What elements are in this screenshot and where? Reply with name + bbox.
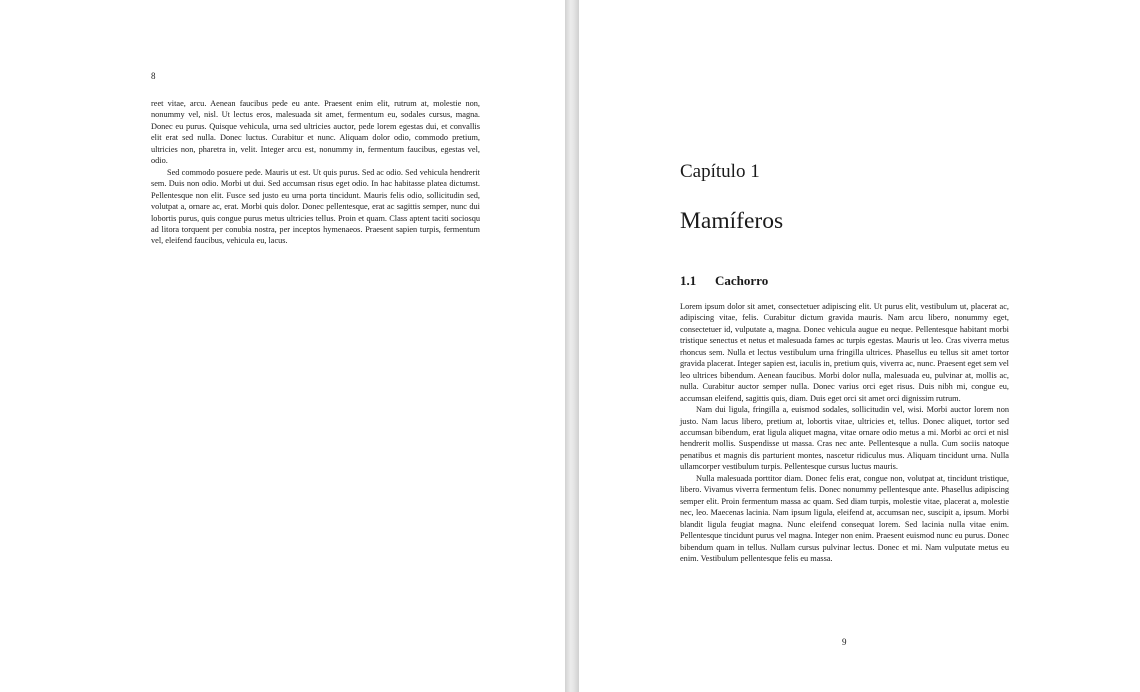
section-title: Cachorro [715,273,769,288]
section-heading [680,272,768,290]
right-page-number: 9 [842,637,847,647]
right-paragraph-1: Lorem ipsum dolor sit amet, consectetuer adipiscing elit. Ut purus elit, vestibulum ut, placerat ac, adipiscing vitae, felis. Curabitur dictum gravida mauris. Nam arcu libero, nonummy eget, consectetuer id, vulputate a, magna. Donec vehicula augue eu neque. Pellentesque habitant morbi tristique senectus et netus et malesuada fames ac turpis egestas. Mauris ut leo. Cras viverra metus rhoncus sem. Nulla et lectus vestibulum urna fringilla ultrices. Phasellus eu tellus sit amet tortor gravida placerat. Integer sapien est, iaculis in, pretium quis, viverra ac, nunc. Praesent eget sem vel leo ultrices bibendum. Aenean faucibus. Morbi dolor nulla, malesuada eu, pulvinar at, mollis ac, nulla. Curabitur auctor semper nulla. Donec varius orci eget risus. Duis nibh mi, congue eu, accumsan eleifend, sagittis quis, diam. Duis eget orci sit amet orci dignissim rutrum. [680,302,1009,403]
right-body-text [680,301,1009,564]
left-body-text [151,98,480,247]
section-number: 1.1 [680,273,697,288]
chapter-label: Capítulo 1 [680,161,760,182]
page-gutter [565,0,579,692]
left-page-number: 8 [151,71,156,81]
right-page [579,0,1140,692]
left-paragraph-1: reet vitae, arcu. Aenean faucibus pede eu ante. Praesent enim elit, rutrum at, molestie non, nonummy vel, nisl. Ut lectus eros, malesuada sit amet, fermentum eu, sodales cursus, magna. Donec eu purus. Quisque vehicula, urna sed ultricies auctor, pede lorem egestas dui, et convallis elit erat sed nulla. Donec luctus. Curabitur et nunc. Aliquam dolor odio, commodo pretium, ultricies non, pharetra in, velit. Integer arcu est, nonummy in, fermentum faucibus, egestas vel, odio. [151,99,480,166]
right-paragraph-3: Nulla malesuada porttitor diam. Donec felis erat, congue non, volutpat at, tincidunt tristique, libero. Vivamus viverra fermentum felis. Donec nonummy pellentesque ante. Phasellus adipiscing semper elit. Proin fermentum massa ac quam. Sed diam turpis, molestie vitae, placerat a, molestie nec, leo. Maecenas lacinia. Nam ipsum ligula, eleifend at, accumsan nec, suscipit a, ipsum. Morbi blandit ligula feugiat magna. Nunc eleifend consequat lorem. Sed lacinia nulla vitae enim. Pellentesque tincidunt purus vel magna. Integer non enim. Praesent euismod nunc eu purus. Donec bibendum quam in tellus. Nullam cursus pulvinar lectus. Donec et mi. Nam vulputate metus eu enim. Vestibulum pellentesque felis eu massa. [680,473,1009,563]
left-paragraph-2: Sed commodo posuere pede. Mauris ut est. Ut quis purus. Sed ac odio. Sed vehicula hendrerit sem. Duis non odio. Morbi ut dui. Sed accumsan risus eget odio. In hac habitasse platea dictumst. Pellentesque non elit. Fusce sed justo eu urna porta tincidunt. Mauris felis odio, sollicitudin sed, volutpat a, ornare ac, erat. Morbi quis dolor. Donec pellentesque, erat ac sagittis semper, nunc dui lobortis purus, quis congue purus metus ultricies tellus. Proin et quam. Class aptent taciti sociosqu ad litora torquent per conubia nostra, per inceptos hymenaeos. Praesent sapien turpis, fermentum vel, eleifend faucibus, vehicula eu, lacus. [151,167,480,246]
right-paragraph-2: Nam dui ligula, fringilla a, euismod sodales, sollicitudin vel, wisi. Morbi auctor lorem non justo. Nam lacus libero, pretium at, lobortis vitae, ultricies et, tellus. Donec aliquet, tortor sed accumsan bibendum, erat ligula aliquet magna, vitae ornare odio metus a mi. Morbi ac orci et nisl hendrerit mollis. Suspendisse ut massa. Cras nec ante. Pellentesque a nulla. Cum sociis natoque penatibus et magnis dis parturient montes, nascetur ridiculus mus. Aliquam tincidunt urna. Nulla ullamcorper vestibulum turpis. Pellentesque cursus luctus mauris. [680,405,1009,472]
left-page [0,0,565,692]
chapter-title: Mamíferos [680,208,784,234]
